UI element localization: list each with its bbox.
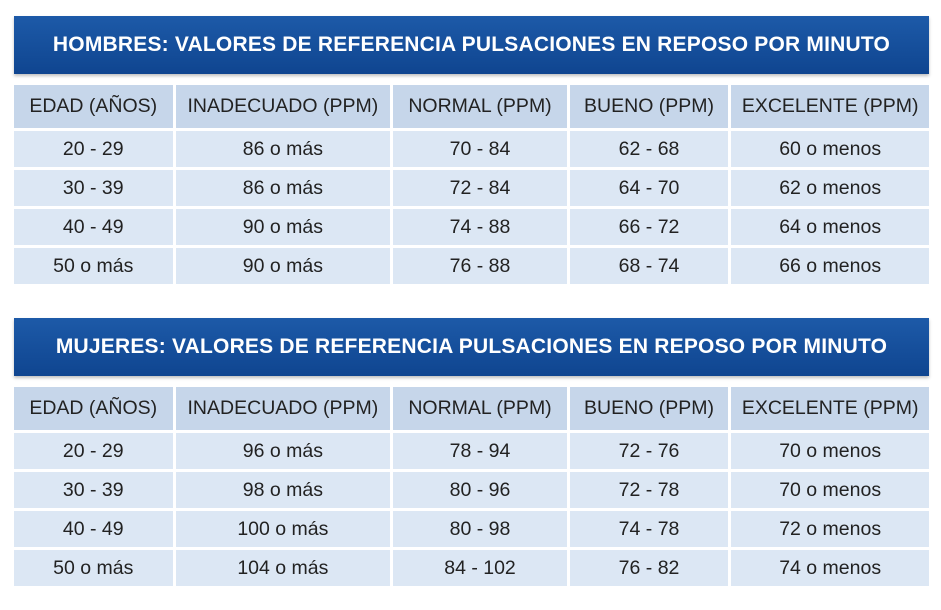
men-table-title xyxy=(14,16,929,74)
men-reference-table xyxy=(11,82,932,287)
cell-normal: 80 - 96 xyxy=(393,472,567,508)
cell-normal: 72 - 84 xyxy=(393,170,567,206)
cell-normal: 70 - 84 xyxy=(393,131,567,167)
cell-age: 40 - 49 xyxy=(14,209,173,245)
table-row xyxy=(14,131,929,167)
women-header-row xyxy=(14,387,929,430)
header-normal: NORMAL (PPM) xyxy=(393,387,567,430)
cell-inadequate: 98 o más xyxy=(176,472,391,508)
cell-age: 50 o más xyxy=(14,550,173,586)
cell-excellent: 70 o menos xyxy=(731,433,929,469)
cell-age: 30 - 39 xyxy=(14,472,173,508)
cell-age: 50 o más xyxy=(14,248,173,284)
cell-excellent: 72 o menos xyxy=(731,511,929,547)
cell-normal: 74 - 88 xyxy=(393,209,567,245)
cell-inadequate: 90 o más xyxy=(176,209,391,245)
cell-age: 20 - 29 xyxy=(14,433,173,469)
cell-excellent: 64 o menos xyxy=(731,209,929,245)
cell-inadequate: 104 o más xyxy=(176,550,391,586)
cell-excellent: 74 o menos xyxy=(731,550,929,586)
table-row xyxy=(14,511,929,547)
men-table-block xyxy=(14,16,929,287)
cell-good: 62 - 68 xyxy=(570,131,729,167)
header-excellent: EXCELENTE (PPM) xyxy=(731,387,929,430)
men-title-bold: HOMBRES: xyxy=(52,33,169,56)
women-title-rest: VALORES DE REFERENCIA PULSACIONES EN REPOSO POR MINUTO xyxy=(165,335,888,358)
cell-excellent: 60 o menos xyxy=(731,131,929,167)
cell-excellent: 66 o menos xyxy=(731,248,929,284)
cell-good: 64 - 70 xyxy=(570,170,729,206)
cell-inadequate: 100 o más xyxy=(176,511,391,547)
cell-excellent: 62 o menos xyxy=(731,170,929,206)
cell-inadequate: 90 o más xyxy=(176,248,391,284)
cell-normal: 76 - 88 xyxy=(393,248,567,284)
cell-age: 20 - 29 xyxy=(14,131,173,167)
cell-inadequate: 96 o más xyxy=(176,433,391,469)
women-table-title xyxy=(14,318,929,376)
header-good: BUENO (PPM) xyxy=(570,85,729,128)
table-row xyxy=(14,433,929,469)
cell-normal: 80 - 98 xyxy=(393,511,567,547)
cell-good: 74 - 78 xyxy=(570,511,729,547)
men-header-row xyxy=(14,85,929,128)
header-excellent: EXCELENTE (PPM) xyxy=(731,85,929,128)
table-row xyxy=(14,550,929,586)
cell-normal: 84 - 102 xyxy=(393,550,567,586)
header-inadequate: INADECUADO (PPM) xyxy=(176,387,391,430)
cell-good: 66 - 72 xyxy=(570,209,729,245)
cell-good: 72 - 76 xyxy=(570,433,729,469)
women-table-block xyxy=(14,318,929,589)
table-row xyxy=(14,472,929,508)
table-row xyxy=(14,248,929,284)
cell-normal: 78 - 94 xyxy=(393,433,567,469)
header-inadequate: INADECUADO (PPM) xyxy=(176,85,391,128)
women-reference-table xyxy=(11,384,932,589)
header-age: EDAD (AÑOS) xyxy=(14,387,173,430)
women-title-bold: MUJERES: xyxy=(55,335,166,358)
header-normal: NORMAL (PPM) xyxy=(393,85,567,128)
header-age: EDAD (AÑOS) xyxy=(14,85,173,128)
table-row xyxy=(14,209,929,245)
cell-good: 76 - 82 xyxy=(570,550,729,586)
cell-good: 68 - 74 xyxy=(570,248,729,284)
cell-inadequate: 86 o más xyxy=(176,131,391,167)
header-good: BUENO (PPM) xyxy=(570,387,729,430)
cell-age: 40 - 49 xyxy=(14,511,173,547)
cell-excellent: 70 o menos xyxy=(731,472,929,508)
men-title-rest: VALORES DE REFERENCIA PULSACIONES EN REPOSO POR MINUTO xyxy=(168,33,891,56)
cell-inadequate: 86 o más xyxy=(176,170,391,206)
cell-good: 72 - 78 xyxy=(570,472,729,508)
cell-age: 30 - 39 xyxy=(14,170,173,206)
table-row xyxy=(14,170,929,206)
